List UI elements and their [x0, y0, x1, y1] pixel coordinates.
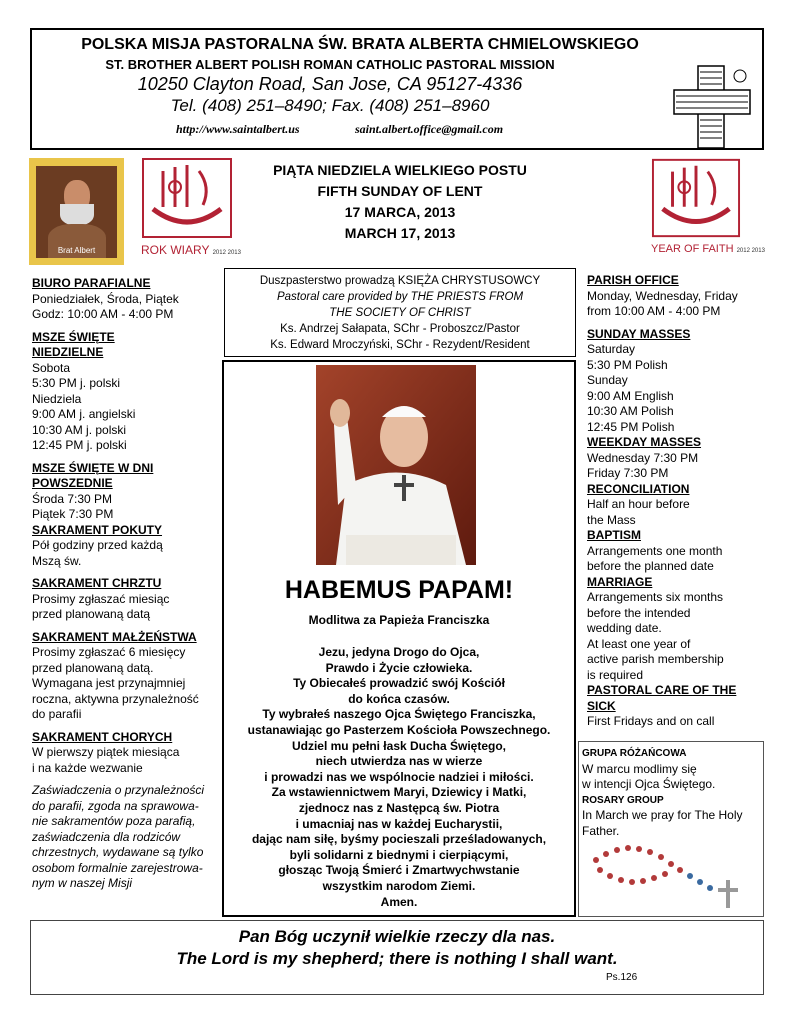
prayer-line: i prowadzi nas we wspólnocie nadziei i miłości.: [264, 769, 534, 784]
left-col-line: 9:00 AM j. angielski: [32, 407, 136, 421]
spacer: [32, 323, 222, 330]
header-email[interactable]: saint.albert.office@gmail.com: [355, 122, 504, 136]
prayer-line: i umacniaj nas w każdej Eucharystii,: [295, 816, 503, 831]
left-col-line: 10:30 AM j. polski: [32, 422, 127, 437]
left-col-line: Środa 7:30 PM: [32, 491, 113, 506]
rosary-heading-en: ROSARY GROUP: [582, 794, 664, 806]
left-col-heading: MSZE ŚWIĘTE W DNI: [32, 460, 154, 475]
right-col-line: Saturday: [587, 342, 636, 356]
left-col-line: osobom formalnie zarejestrowa-: [32, 860, 203, 875]
year-of-faith-logo-left: [141, 157, 241, 263]
boat-cross-icon: [141, 157, 233, 239]
right-col-line: before the planned date: [587, 559, 714, 573]
right-col-line: Half an hour before: [587, 497, 690, 511]
right-col-heading: PARISH OFFICE: [587, 273, 679, 287]
left-logo-text: ROK WIARY: [141, 243, 210, 257]
right-col-line: Sunday: [587, 373, 628, 387]
right-logo-years: 2012 2013: [736, 248, 765, 254]
prayer-line: do końca czasów.: [348, 691, 450, 706]
right-col-line: 9:00 AM English: [587, 388, 674, 403]
rosary-heading-pl: GRUPA RÓŻAŃCOWA: [582, 748, 687, 759]
left-col-line: Wymagana jest przynajmniej: [32, 676, 186, 690]
right-col-line: Wednesday 7:30 PM: [587, 450, 699, 465]
left-col-line: przed planowaną datą.: [32, 660, 154, 675]
footer-line-en: The Lord is my shepherd; there is nothing I shall want.: [176, 949, 618, 968]
right-col-line: active parish membership: [587, 652, 724, 666]
left-col-line: 5:30 PM j. polski: [32, 376, 121, 390]
prayer-line: ustanawiając go Pasterzem Kościoła Powszechnego.: [247, 722, 551, 737]
rosary-beads-icon: [586, 840, 761, 912]
right-col-heading: WEEKDAY MASSES: [587, 435, 702, 449]
pastoral-line-2: Pastoral care provided by THE PRIESTS FROM: [276, 291, 524, 303]
left-col-line: zaświadczenia dla rodziców: [32, 829, 181, 844]
right-col-line: At least one year of: [587, 636, 691, 651]
footer-line-pl: Pan Bóg uczynił wielkie rzeczy dla nas.: [238, 927, 556, 946]
left-col-line: do parafii, zgoda na sprawowa-: [32, 798, 199, 813]
left-logo-years: 2012 2013: [212, 250, 241, 256]
left-col-line: nym w naszej Misji: [32, 876, 133, 890]
right-col-line: from 10:00 AM - 4:00 PM: [587, 304, 721, 318]
date-pl: 17 MARCA, 2013: [344, 204, 456, 220]
rosary-line-3: In March we pray for The Holy: [582, 808, 743, 823]
right-col-heading: RECONCILIATION: [587, 481, 690, 496]
left-col-line: Niedziela: [32, 391, 82, 406]
right-col-line: Arrangements six months: [587, 590, 724, 604]
left-col-line: do parafii: [32, 707, 82, 721]
habemus-papam-headline: HABEMUS PAPAM!: [284, 576, 514, 604]
left-col-line: Pół godziny przed każdą: [32, 538, 163, 552]
header-title-en: ST. BROTHER ALBERT POLISH ROMAN CATHOLIC PASTORAL MISSION: [105, 57, 555, 72]
prayer-line: Prawdo i Życie człowieka.: [325, 660, 473, 675]
left-col-heading: SAKRAMENT CHRZTU: [32, 576, 162, 590]
sunday-line-en: FIFTH SUNDAY OF LENT: [317, 183, 483, 199]
right-col-line: wedding date.: [587, 621, 662, 635]
right-col-heading: PASTORAL CARE OF THE: [587, 683, 737, 697]
pastoral-care-text: [226, 273, 574, 353]
spacer: [32, 776, 222, 783]
left-col-line: W pierwszy piątek miesiąca: [32, 745, 180, 759]
rosary-line-2: w intencji Ojca Świętego.: [582, 777, 716, 792]
left-col-heading: POWSZEDNIE: [32, 476, 113, 490]
right-col-line: First Fridays and on call: [587, 714, 715, 728]
right-col-line: Monday, Wednesday, Friday: [587, 288, 738, 303]
prayer-line: Ty wybrałeś naszego Ojca Świętego Franciszka,: [262, 707, 536, 722]
right-col-heading: SICK: [587, 698, 616, 713]
prayer-line: Amen.: [380, 894, 418, 909]
right-column-english: [587, 273, 762, 730]
right-col-line: Friday 7:30 PM: [587, 466, 669, 480]
right-col-line: before the intended: [587, 605, 691, 620]
right-col-line: 10:30 AM Polish: [587, 404, 674, 418]
rosary-group-text: [582, 746, 762, 840]
boat-cross-icon: [651, 157, 741, 239]
brother-albert-portrait: [29, 158, 124, 265]
prayer-text: [224, 645, 574, 910]
prayer-line: Ty Obiecałeś prowadzić swój Kościół: [293, 676, 505, 691]
cross-emblem-icon: [670, 64, 754, 150]
prayer-line: głosząc Twoją Śmierć i Zmartwychwstanie: [278, 863, 520, 878]
right-logo-text: YEAR OF FAITH: [651, 243, 734, 255]
rosary-line-1: W marcu modlimy się: [582, 761, 697, 776]
left-column-polish: [32, 276, 222, 892]
prayer-line: Za wstawiennictwem Maryi, Dziewicy i Matki,: [271, 785, 527, 800]
prayer-line: wszystkim narodom Ziemi.: [322, 878, 476, 893]
left-col-heading: SAKRAMENT POKUTY: [32, 522, 163, 537]
portrait-caption: Brat Albert: [57, 246, 96, 255]
left-col-line: Prosimy zgłaszać miesiąc: [32, 591, 170, 606]
left-col-line: Prosimy zgłaszać 6 miesięcy: [32, 645, 186, 659]
pastoral-line-3: THE SOCIETY OF CHRIST: [329, 307, 471, 319]
prayer-line: dając nam siłę, byśmy pocieszali prześladowanych,: [251, 832, 547, 847]
date-en: MARCH 17, 2013: [344, 225, 456, 241]
prayer-line: Udziel mu pełni łask Ducha Świętego,: [291, 738, 507, 753]
left-col-line: Zaświadczenia o przynależności: [32, 783, 205, 797]
prayer-line: Jezu, jedyna Drogo do Ojca,: [318, 645, 480, 659]
header-address: 10250 Clayton Road, San Jose, CA 95127-4336: [137, 74, 523, 94]
rosary-line-4: Father.: [582, 823, 620, 838]
right-col-line: the Mass: [587, 512, 636, 527]
right-col-line: is required: [587, 667, 644, 682]
left-col-line: roczna, aktywna przynależność: [32, 691, 199, 706]
sunday-line-pl: PIĄTA NIEDZIELA WIELKIEGO POSTU: [273, 162, 527, 178]
left-col-heading: NIEDZIELNE: [32, 345, 104, 359]
left-col-line: Piątek 7:30 PM: [32, 507, 114, 521]
spacer: [32, 723, 222, 730]
resident-name: Ks. Edward Mroczyński, SChr - Rezydent/Resident: [270, 339, 530, 351]
right-col-line: Arrangements one month: [587, 543, 723, 558]
spacer: [32, 623, 222, 630]
left-col-heading: SAKRAMENT MAŁŻEŃSTWA: [32, 629, 197, 644]
header-phone: Tel. (408) 251–8490; Fax. (408) 251–8960: [170, 96, 490, 115]
spacer: [32, 454, 222, 461]
left-col-line: i na każde wezwanie: [32, 760, 143, 775]
right-col-heading: BAPTISM: [587, 528, 641, 542]
prayer-line: niech utwierdza nas w wierze: [315, 754, 483, 769]
header-website[interactable]: http://www.saintalbert.us: [176, 122, 300, 136]
right-col-heading: MARRIAGE: [587, 574, 653, 589]
pastoral-line-1: Duszpasterstwo prowadzą KSIĘŻA CHRYSTUSOWCY: [259, 275, 541, 287]
prayer-line: byli solidarni z biednymi i cierpiącymi,: [289, 847, 509, 862]
left-col-line: nie sakramentów poza parafią,: [32, 814, 196, 828]
footer-scripture-ref: Ps.126: [606, 972, 638, 983]
left-col-line: chrzestnych, wydawane są tylko: [32, 845, 204, 859]
right-col-line: 5:30 PM Polish: [587, 357, 668, 372]
right-col-heading: SUNDAY MASSES: [587, 326, 691, 341]
prayer-line: zjednocz nas z Następcą św. Piotra: [298, 800, 500, 815]
left-col-line: Sobota: [32, 360, 71, 375]
left-col-heading: MSZE ŚWIĘTE: [32, 329, 115, 344]
year-of-faith-logo-right: [651, 157, 765, 263]
spacer: [587, 320, 762, 327]
pope-photo: [316, 365, 476, 565]
prayer-title: Modlitwa za Papieża Franciszka: [308, 613, 490, 627]
left-col-line: 12:45 PM j. polski: [32, 438, 127, 452]
spacer: [32, 569, 222, 576]
left-col-line: przed planowaną datą: [32, 607, 151, 621]
left-col-line: Godz: 10:00 AM - 4:00 PM: [32, 307, 174, 321]
header-title-pl: POLSKA MISJA PASTORALNA ŚW. BRATA ALBERTA CHMIELOWSKIEGO: [81, 36, 639, 53]
pastor-name: Ks. Andrzej Sałapata, SChr - Proboszcz/Pastor: [280, 323, 520, 335]
left-col-heading: SAKRAMENT CHORYCH: [32, 729, 173, 744]
left-col-line: Mszą św.: [32, 553, 82, 568]
left-col-line: Poniedziałek, Środa, Piątek: [32, 291, 179, 306]
sunday-heading: [240, 160, 560, 244]
right-col-line: 12:45 PM Polish: [587, 419, 675, 434]
left-col-heading: BIURO PARAFIALNE: [32, 276, 151, 290]
